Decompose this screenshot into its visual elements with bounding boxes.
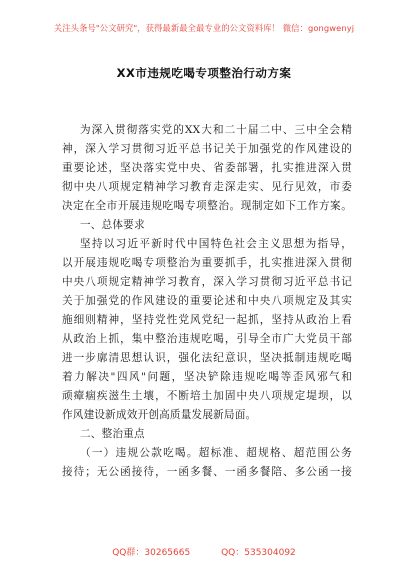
body-line: 关于加强党的作风建设的重要论述和中央八项规定及其实	[62, 295, 352, 307]
body-line: 神，深入学习贯彻习近平总书记关于加强党的作风建设的	[62, 143, 352, 155]
body-line: 为深入贯彻落实党的XX大和二十届二中、三中全会精	[80, 124, 352, 136]
footer-contact	[0, 545, 408, 558]
body-line: 从政治上抓，集中整治违规吃喝，引导全市广大党员干部	[62, 333, 352, 345]
section-heading: 一、总体要求	[80, 219, 145, 231]
body-line: 进一步廓清思想认识，强化法纪意识，坚决抵制违规吃喝	[62, 352, 352, 364]
footer-qq: QQ：535304092	[221, 548, 296, 558]
document-title: XX市违规吃喝专项整治行动方案	[116, 66, 292, 80]
body-line: 接待；无公函接待，一函多餐、一函多餐陪、多公函一接	[62, 466, 352, 478]
body-line: 施细则精神，坚持党性党风党纪一起抓，坚持从政治上看	[62, 314, 352, 326]
body-line: 重要论述，坚决落实党中央、省委部署，扎实推进深入贯	[62, 162, 352, 174]
body-line: 以开展违规吃喝专项整治为重要抓手，扎实推进深入贯彻	[62, 257, 352, 269]
body-line: 决定在全市开展违规吃喝专项整治。现制定如下工作方案。	[62, 200, 352, 212]
body-line: 顽瘴痼疾滋生土壤，不断培土加固中央八项规定堤坝，以	[62, 390, 352, 402]
body-line: 作风建设新成效开创高质量发展新局面。	[62, 409, 257, 421]
footer-qq-group: QQ群：30265665	[112, 548, 191, 558]
body-line: （一）违规公款吃喝。超标准、超规格、超范围公务	[80, 447, 352, 459]
header-banner: 关注头条号"公文研究"，获得最新最全最专业的公文资料库！ 微信：gongwenyj	[53, 23, 355, 33]
body-line: 着力解决"四风"问题，坚决铲除违规吃喝等歪风邪气和	[62, 371, 352, 383]
section-heading: 二、整治重点	[80, 428, 145, 440]
body-line: 坚持以习近平新时代中国特色社会主义思想为指导，	[80, 238, 352, 250]
body-line: 彻中央八项规定精神学习教育走深走实、见行见效，市委	[62, 181, 352, 193]
body-line: 中央八项规定精神学习教育，深入学习贯彻习近平总书记	[62, 276, 352, 288]
